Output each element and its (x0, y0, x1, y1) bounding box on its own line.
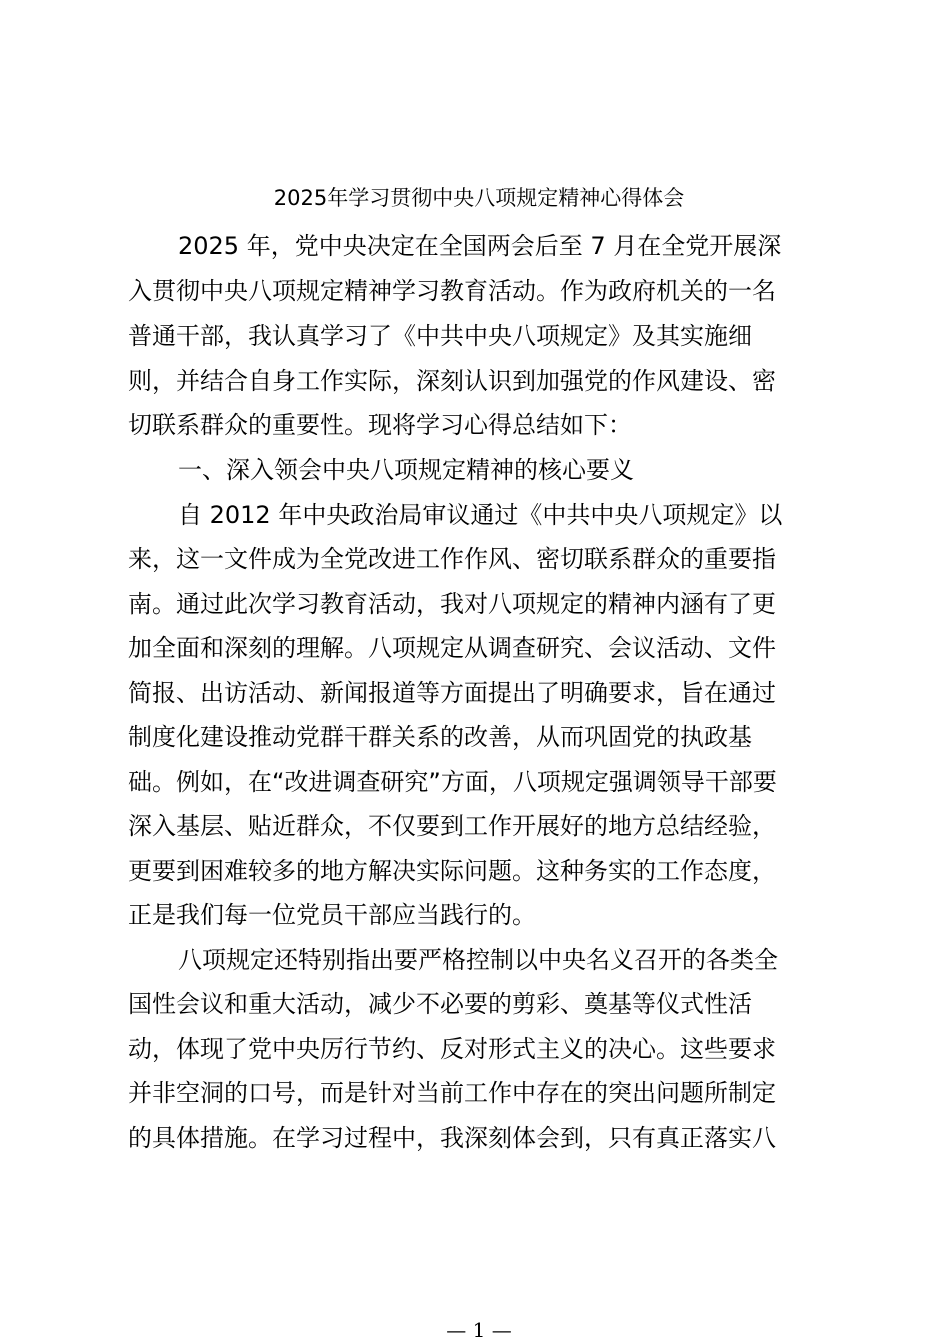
text-line: 正是我们每一位党员干部应当践行的。 (128, 901, 536, 929)
page-number: — 1 — (446, 1318, 512, 1342)
text-line: 入贯彻中央八项规定精神学习教育活动。作为政府机关的一名 (128, 277, 776, 305)
text-line: 切联系群众的重要性。现将学习心得总结如下： (128, 411, 632, 439)
text-line: 础。例如，在“改进调查研究”方面，八项规定强调领导干部要 (128, 768, 777, 796)
text-line: 普通干部，我认真学习了《中共中央八项规定》及其实施细 (128, 322, 752, 350)
text-line: 2025 年，党中央决定在全国两会后至 7 月在全党开展深 (178, 232, 782, 260)
text-line: 南。通过此次学习教育活动，我对八项规定的精神内涵有了更 (128, 590, 776, 618)
text-line: 并非空洞的口号，而是针对当前工作中存在的突出问题所制定 (128, 1079, 776, 1107)
text-line: 更要到困难较多的地方解决实际问题。这种务实的工作态度， (128, 857, 776, 885)
text-line: 的具体措施。在学习过程中，我深刻体会到，只有真正落实八 (128, 1124, 776, 1152)
text-line: 动，体现了党中央厉行节约、反对形式主义的决心。这些要求 (128, 1035, 776, 1063)
text-line: 来，这一文件成为全党改进工作作风、密切联系群众的重要指 (128, 545, 776, 573)
text-line: 制度化建设推动党群干群关系的改善，从而巩固党的执政基 (128, 723, 752, 751)
document-title: 2025年学习贯彻中央八项规定精神心得体会 (273, 186, 685, 210)
text-line: 国性会议和重大活动，减少不必要的剪彩、奠基等仪式性活 (128, 990, 752, 1018)
text-line: 简报、出访活动、新闻报道等方面提出了明确要求，旨在通过 (128, 679, 776, 707)
text-line: 自 2012 年中央政治局审议通过《中共中央八项规定》以 (178, 501, 783, 529)
section-heading: 一、深入领会中央八项规定精神的核心要义 (178, 456, 634, 484)
text-line: 加全面和深刻的理解。八项规定从调查研究、会议活动、文件 (128, 634, 776, 662)
text-line: 深入基层、贴近群众，不仅要到工作开展好的地方总结经验， (128, 812, 776, 840)
text-line: 则，并结合自身工作实际，深刻认识到加强党的作风建设、密 (128, 367, 776, 395)
text-line: 八项规定还特别指出要严格控制以中央名义召开的各类全 (178, 946, 778, 974)
